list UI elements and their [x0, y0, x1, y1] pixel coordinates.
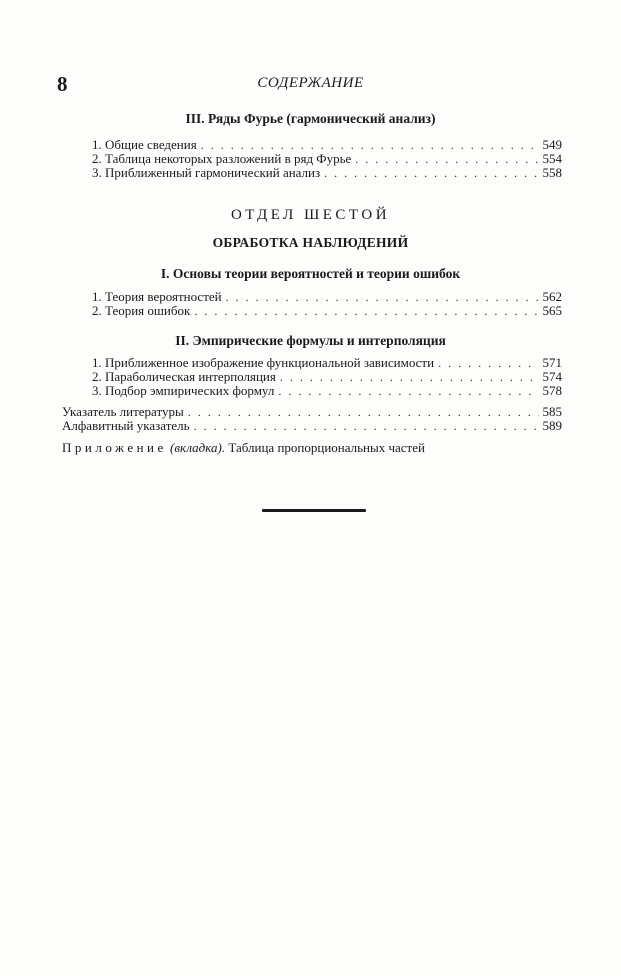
toc-entry-label: 1. Общие сведения: [92, 137, 197, 152]
dot-leader: [201, 138, 539, 152]
section-title-empirical: II. Эмпирические формулы и интерполяция: [175, 333, 446, 348]
page-number: 8: [57, 72, 68, 96]
toc-entry[interactable]: [92, 152, 562, 166]
toc-entry[interactable]: [92, 370, 562, 384]
dot-leader: [226, 290, 539, 304]
toc-entry-page: 554: [542, 151, 562, 166]
toc-entry-index[interactable]: [62, 419, 562, 433]
dot-leader: [194, 304, 538, 318]
toc-entry-page: 574: [542, 369, 562, 384]
toc-entry-page: 571: [542, 355, 562, 370]
toc-entry-page: 578: [542, 383, 562, 398]
toc-entry-page: 565: [542, 303, 562, 318]
running-head: СОДЕРЖАНИЕ: [257, 75, 364, 91]
toc-entry-label: 1. Теория вероятностей: [92, 289, 222, 304]
dot-leader: [280, 370, 539, 384]
toc-entry-label: 3. Подбор эмпирических формул: [92, 383, 275, 398]
toc-entry[interactable]: [92, 384, 562, 398]
toc-entry[interactable]: [92, 138, 562, 152]
toc-entry-page: 558: [542, 165, 562, 180]
toc-entry[interactable]: [92, 356, 562, 370]
toc-entry-label: Указатель литературы: [62, 404, 184, 419]
appendix-label: Приложение: [62, 440, 167, 455]
dot-leader: [355, 152, 538, 166]
part-title: ОБРАБОТКА НАБЛЮДЕНИЙ: [212, 235, 409, 250]
dot-leader: [194, 419, 539, 433]
toc-entry-page: 589: [542, 418, 562, 433]
toc-entry-label: Алфавитный указатель: [62, 418, 190, 433]
toc-entry-label: 2. Параболическая интерполяция: [92, 369, 276, 384]
dot-leader: [438, 356, 538, 370]
toc-entry-label: 1. Приближенное изображение функциональной зависимости: [92, 355, 435, 370]
dot-leader: [278, 384, 538, 398]
appendix-line[interactable]: [62, 440, 425, 456]
dot-leader: [188, 405, 539, 419]
toc-entry-label: 3. Приближенный гармонический анализ: [92, 165, 321, 180]
section-title-fourier: III. Ряды Фурье (гармонический анализ): [185, 111, 436, 126]
toc-entry[interactable]: [92, 166, 562, 180]
toc-entry-bibliography[interactable]: [62, 405, 562, 419]
appendix-text: Таблица пропорциональных частей: [228, 440, 425, 455]
part-heading: ОТДЕЛ ШЕСТОЙ: [230, 207, 391, 223]
end-rule: [262, 509, 366, 512]
appendix-note: (вкладка).: [170, 440, 226, 455]
toc-entry[interactable]: [92, 290, 562, 304]
toc-entry-label: 2. Теория ошибок: [92, 303, 191, 318]
toc-entry-page: 585: [542, 404, 562, 419]
toc-entry-label: 2. Таблица некоторых разложений в ряд Фурье: [92, 151, 352, 166]
toc-entry-page: 549: [542, 137, 562, 152]
toc-entry-page: 562: [542, 289, 562, 304]
toc-entry[interactable]: [92, 304, 562, 318]
dot-leader: [324, 166, 538, 180]
section-title-probability: I. Основы теории вероятностей и теории ошибок: [160, 266, 461, 281]
